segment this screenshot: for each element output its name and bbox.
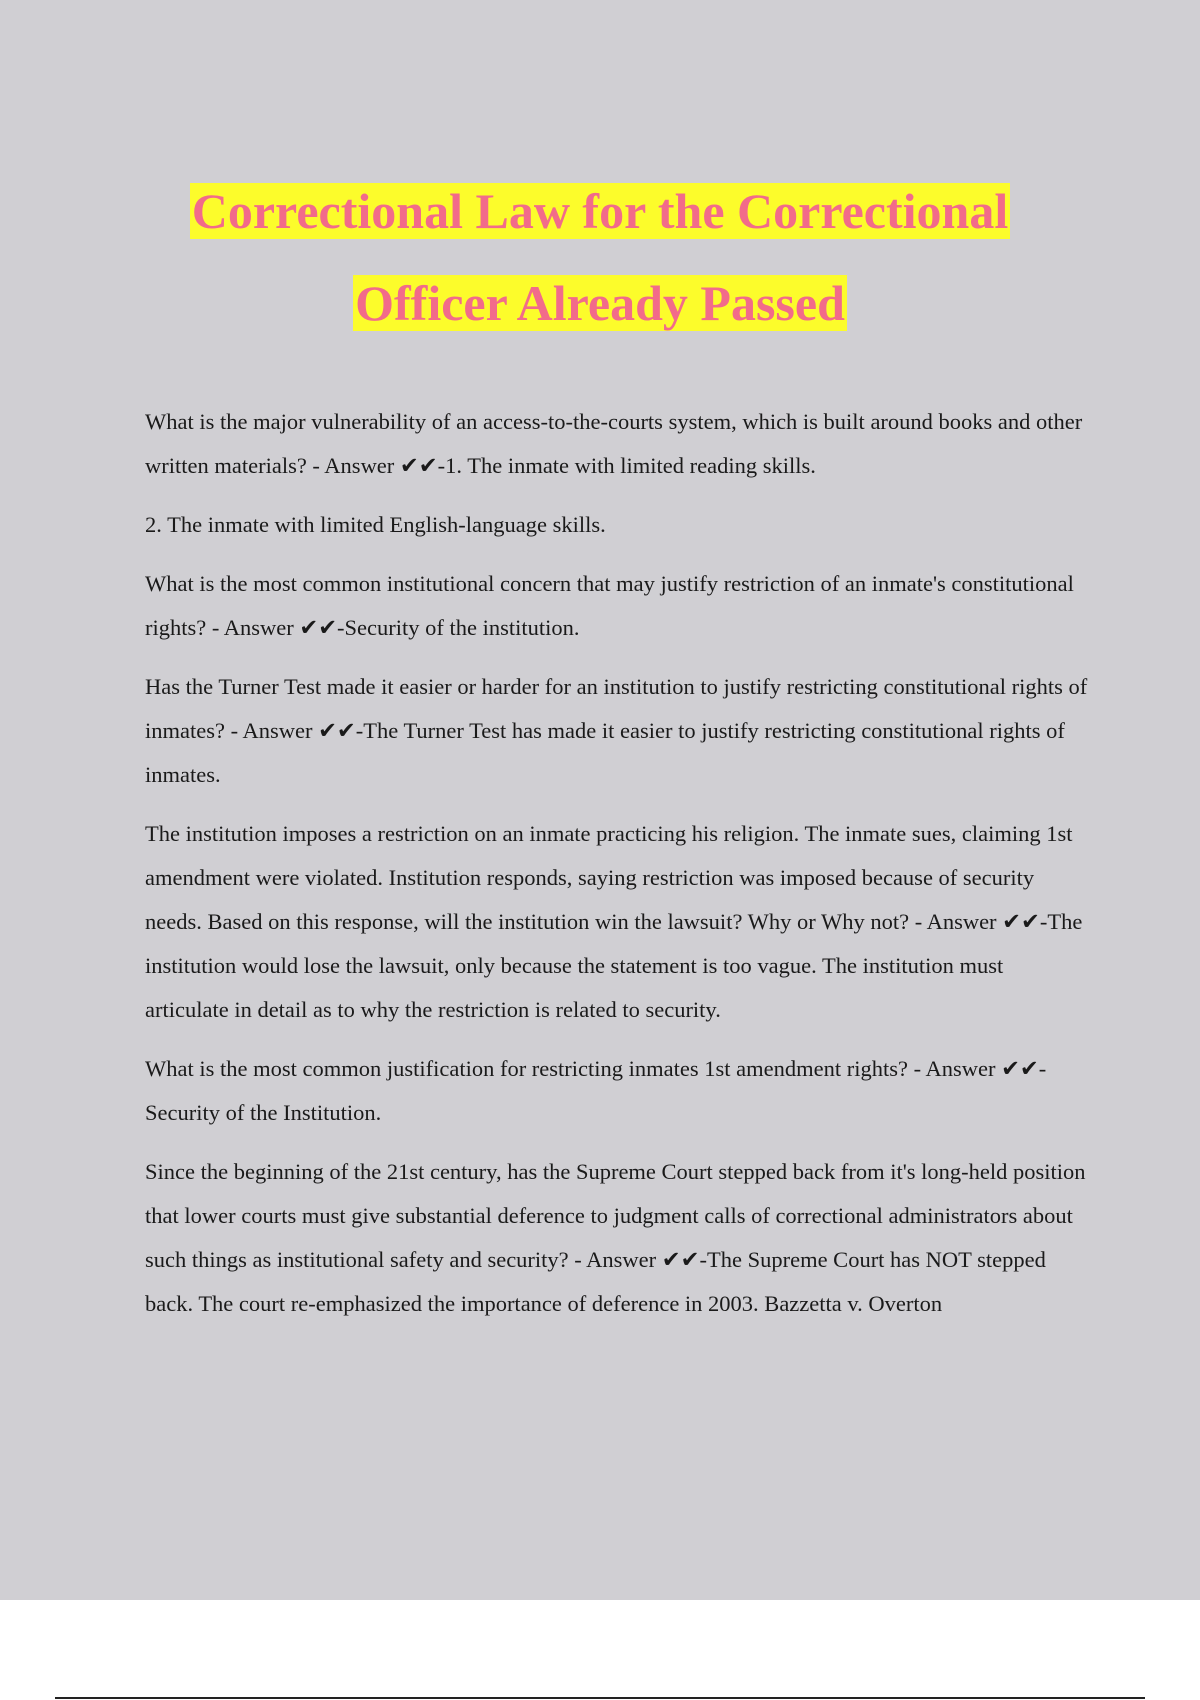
qa-paragraph-1: What is the major vulnerability of an access-to-the-courts system, which is built around books and other written materials? - Answer ✔✔-1. The inmate with limited reading skills.	[145, 409, 1083, 478]
document-title	[0, 165, 1200, 349]
qa-paragraph-6: What is the most common justification for restricting inmates 1st amendment rights? - Answer ✔✔-Security of the Institution.	[145, 1056, 1047, 1125]
qa-paragraph-5: The institution imposes a restriction on an inmate practicing his religion. The inmate sues, claiming 1st amendment were violated. Institution responds, saying restriction was imposed because of security needs. Based on this response, will the institution win the lawsuit? Why or Why not? - Answer ✔✔-The institution would lose the lawsuit, only because the statement is too vague. The institution must articulate in detail as to why the restriction is related to security.	[145, 821, 1083, 1022]
document-body	[145, 400, 1090, 1341]
qa-paragraph-7: Since the beginning of the 21st century, has the Supreme Court stepped back from it's long-held position that lower courts must give substantial deference to judgment calls of correctional administrators about such things as institutional safety and security? - Answer ✔✔-The Supreme Court has NOT stepped back. The court re-emphasized the importance of deference in 2003. Bazzetta v. Overton	[145, 1159, 1086, 1316]
title-line-1: Correctional Law for the Correctional	[191, 183, 1009, 239]
qa-paragraph-2: 2. The inmate with limited English-language skills.	[145, 512, 606, 537]
footer-divider	[55, 1697, 1145, 1699]
qa-paragraph-3: What is the most common institutional concern that may justify restriction of an inmate's constitutional rights? - Answer ✔✔-Security of the institution.	[145, 571, 1074, 640]
qa-paragraph-4: Has the Turner Test made it easier or harder for an institution to justify restricting constitutional rights of inmates? - Answer ✔✔-The Turner Test has made it easier to justify restricting constitutional rights of inmates.	[145, 674, 1088, 787]
title-line-2: Officer Already Passed	[355, 275, 845, 331]
